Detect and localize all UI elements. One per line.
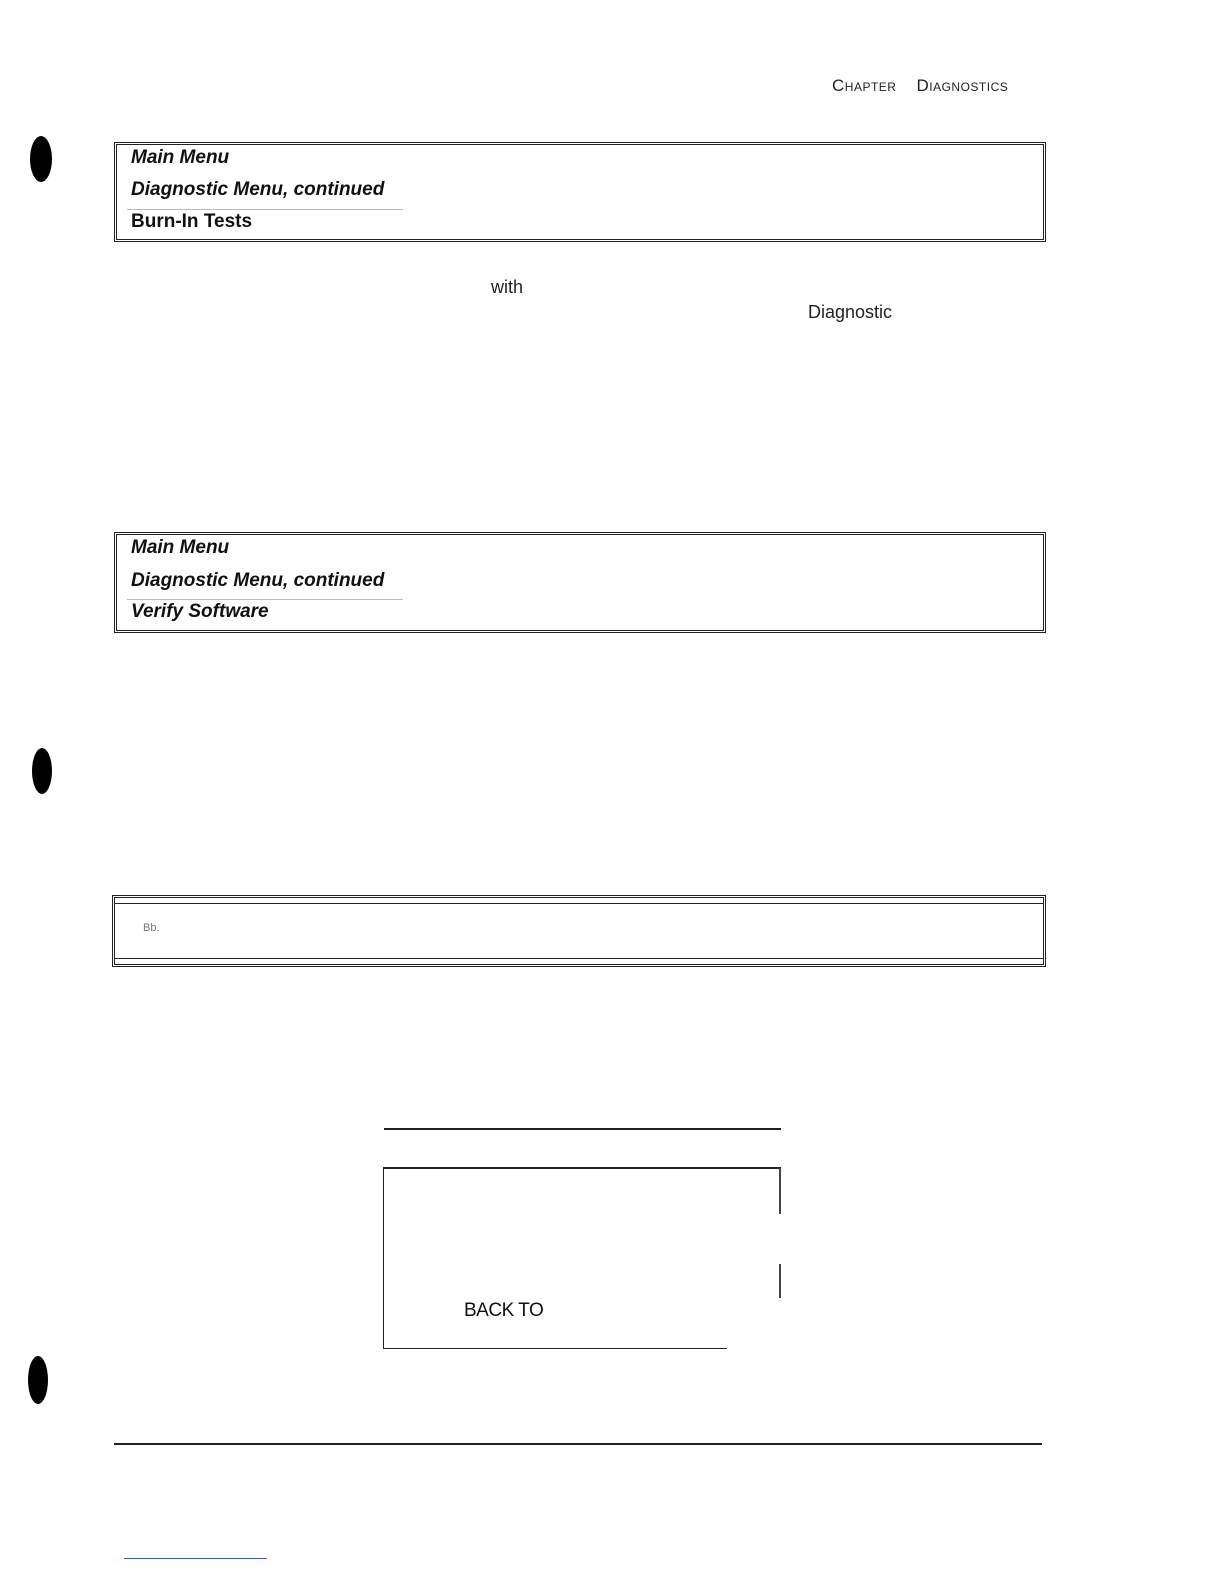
flow-box xyxy=(383,1167,781,1349)
flow-box-top-edge xyxy=(384,1167,780,1169)
display-box-inner-rule-bottom xyxy=(115,958,1043,959)
page-bottom-rule xyxy=(114,1443,1042,1445)
display-box xyxy=(112,895,1046,967)
display-box-inner-rule-top xyxy=(115,903,1043,904)
menu-path-burn-in xyxy=(114,142,1046,242)
section-label: Diagnostics xyxy=(916,76,1009,95)
menu-path-verify-software xyxy=(114,532,1046,633)
menu-divider xyxy=(127,599,403,600)
menu-path-diagnostic: Diagnostic Menu, continued xyxy=(131,179,385,200)
menu-path-diagnostic: Diagnostic Menu, continued xyxy=(131,570,385,591)
menu-path-item: Burn-In Tests xyxy=(131,211,253,232)
text-fragment-with: with xyxy=(491,277,524,297)
flow-box-right-edge-lower xyxy=(779,1264,781,1298)
menu-path-main: Main Menu xyxy=(131,537,230,558)
binder-hole-middle xyxy=(32,748,52,794)
flow-box-bottom-mask xyxy=(727,1346,787,1352)
back-to-label: BACK TO xyxy=(464,1300,544,1321)
text-fragment-diagnostic: Diagnostic xyxy=(808,302,893,322)
running-header xyxy=(832,76,1008,96)
binder-hole-top xyxy=(30,136,52,182)
binder-hole-bottom xyxy=(28,1356,48,1404)
chapter-label: Chapter xyxy=(832,76,897,95)
menu-path-item: Verify Software xyxy=(131,601,269,622)
flow-top-rule xyxy=(384,1128,781,1130)
menu-path-main: Main Menu xyxy=(131,147,230,168)
footer-link-underline xyxy=(124,1558,267,1559)
menu-divider xyxy=(127,209,403,210)
flow-box-right-edge-upper xyxy=(779,1168,781,1214)
display-box-text: Bb. xyxy=(143,922,160,934)
